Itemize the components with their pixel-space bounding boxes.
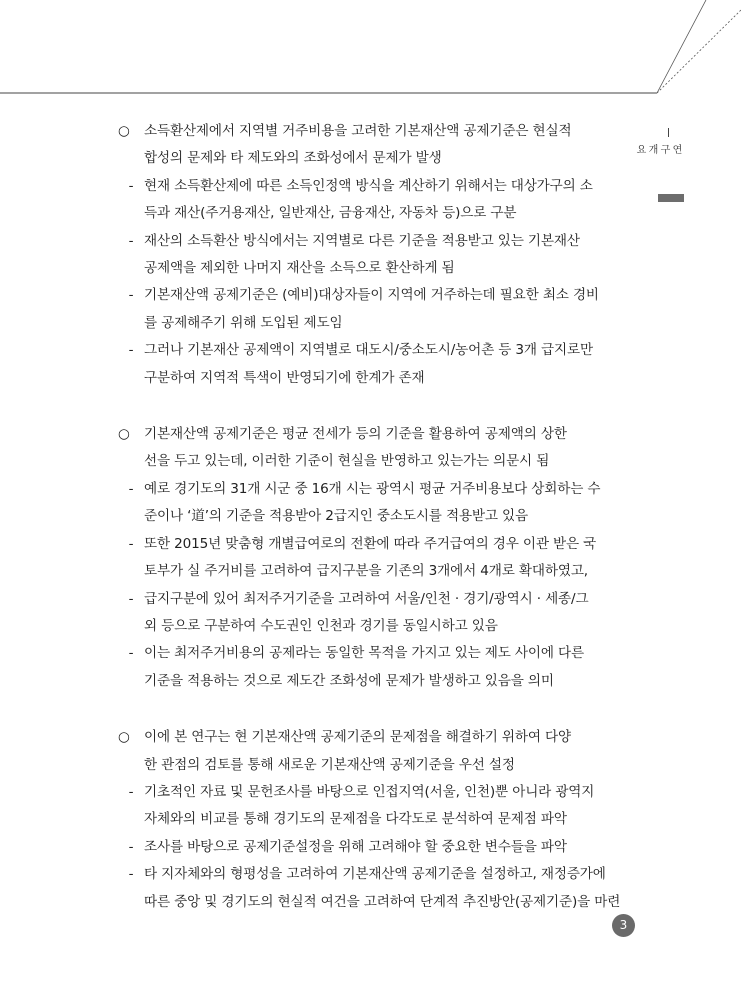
- sub-point-text: 토부가 실 주거비를 고려하여 급지구분을 기존의 3개에서 4개로 확대하였고,: [144, 563, 588, 580]
- sub-point-text: 타 지자체와의 형평성을 고려하여 기본재산액 공제기준을 설정하고, 재정증가에: [144, 866, 606, 883]
- side-tab-bar: [658, 194, 684, 202]
- main-point-text: 한 관점의 검토를 통해 새로운 기본재산액 공제기준을 우선 설정: [144, 756, 515, 773]
- sub-point: [118, 531, 638, 586]
- sub-point-text: 외 등으로 구분하여 수도권인 인천과 경기를 동일시하고 있음: [144, 617, 498, 634]
- circle-bullet-icon: ○: [118, 123, 130, 139]
- main-point-text: 합성의 문제와 타 제도와의 조화성에서 문제가 발생: [144, 150, 442, 167]
- dash-bullet-icon: -: [128, 480, 134, 497]
- sub-point: [118, 861, 638, 916]
- dash-bullet-icon: -: [128, 783, 134, 800]
- sub-point-text: 공제액을 제외한 나머지 재산을 소득으로 환산하게 됨: [144, 260, 455, 277]
- sub-point-text: 준이나 ‘道’의 기준을 적용받아 2급지인 중소도시를 적용받고 있음: [144, 508, 529, 525]
- section: [118, 724, 638, 916]
- sub-point: [118, 640, 638, 695]
- dash-bullet-icon: -: [128, 590, 134, 607]
- sub-point-text: 자체와의 비교를 통해 경기도의 문제점을 다각도로 분석하여 문제점 파악: [144, 811, 567, 828]
- section: [118, 421, 638, 695]
- sub-point-text: 따른 중앙 및 경기도의 현실적 여건을 고려하여 단계적 추진방안(공제기준)을 마련: [144, 893, 621, 910]
- main-point: [118, 421, 638, 476]
- sub-point: [118, 282, 638, 337]
- sub-point-text: 기초적인 자료 및 문헌조사를 바탕으로 인접지역(서울, 인천)뿐 아니라 광역지: [144, 783, 595, 800]
- sub-point-text: 급지구분에 있어 최저주거기준을 고려하여 서울/인천 · 경기/광역시 · 세종/그: [144, 590, 589, 607]
- sub-point-text: 득과 재산(주거용재산, 일반재산, 금융재산, 자동차 등)으로 구분: [144, 205, 517, 222]
- sub-point-text: 를 공제해주기 위해 도입된 제도임: [144, 314, 343, 331]
- sub-point-text: 기준을 적용하는 것으로 제도간 조화성에 문제가 발생하고 있음을 의미: [144, 672, 554, 689]
- main-point-text: 기본재산액 공제기준은 평균 전세가 등의 기준을 활용하여 공제액의 상한: [144, 426, 567, 443]
- sub-point-text: 기본재산액 공제기준은 (예비)대상자들이 지역에 거주하는데 필요한 최소 경비: [144, 287, 599, 304]
- header-decoration: [0, 0, 741, 100]
- side-tab-tick: [668, 128, 669, 137]
- dash-bullet-icon: -: [128, 838, 134, 855]
- dash-bullet-icon: -: [128, 535, 134, 552]
- page-number: 3: [612, 914, 635, 937]
- sub-point-text: 또한 2015년 맞춤형 개별급여로의 전환에 따라 주거급여의 경우 이관 받은 국: [144, 535, 597, 552]
- dash-bullet-icon: -: [128, 177, 134, 194]
- document-body: [118, 118, 638, 945]
- sub-point-text: 재산의 소득환산 방식에서는 지역별로 다른 기준을 적용받고 있는 기본재산: [144, 232, 580, 249]
- main-point-text: 소득환산제에서 지역별 거주비용을 고려한 기본재산액 공제기준은 현실적: [144, 123, 572, 139]
- sub-point: [118, 586, 638, 641]
- sub-point: [118, 228, 638, 283]
- dash-bullet-icon: -: [128, 866, 134, 883]
- main-point-text: 선을 두고 있는데, 이러한 기준이 현실을 반영하고 있는가는 의문시 됨: [144, 453, 550, 470]
- dash-bullet-icon: -: [128, 287, 134, 304]
- dash-bullet-icon: -: [128, 342, 134, 359]
- side-tab-label: 연구개요: [634, 144, 681, 155]
- circle-bullet-icon: ○: [118, 426, 130, 443]
- sub-point: [118, 779, 638, 834]
- sub-point-text: 조사를 바탕으로 공제기준설정을 위해 고려해야 할 중요한 변수들을 파악: [144, 838, 567, 855]
- sub-point-text: 구분하여 지역적 특색이 반영되기에 한계가 존재: [144, 369, 425, 386]
- dash-bullet-icon: -: [128, 232, 134, 249]
- sub-point-text: 현재 소득환산제에 따른 소득인정액 방식을 계산하기 위해서는 대상가구의 소: [144, 177, 593, 194]
- sub-point: [118, 476, 638, 531]
- circle-bullet-icon: ○: [118, 729, 130, 746]
- sub-point: [118, 173, 638, 228]
- main-point: [118, 724, 638, 779]
- sub-point: [118, 834, 638, 861]
- main-point-text: 이에 본 연구는 현 기본재산액 공제기준의 문제점을 해결하기 위하여 다양: [144, 729, 571, 746]
- dash-bullet-icon: -: [128, 645, 134, 662]
- sub-point-text: 예로 경기도의 31개 시군 중 16개 시는 광역시 평균 거주비용보다 상회하는 수: [144, 480, 601, 497]
- sub-point-text: 이는 최저주거비용의 공제라는 동일한 목적을 가지고 있는 제도 사이에 다른: [144, 645, 584, 662]
- main-point: [118, 118, 638, 173]
- sub-point: [118, 337, 638, 392]
- section: [118, 118, 638, 392]
- sub-point-text: 그러나 기본재산 공제액이 지역별로 대도시/중소도시/농어촌 등 3개 급지로만: [144, 342, 593, 359]
